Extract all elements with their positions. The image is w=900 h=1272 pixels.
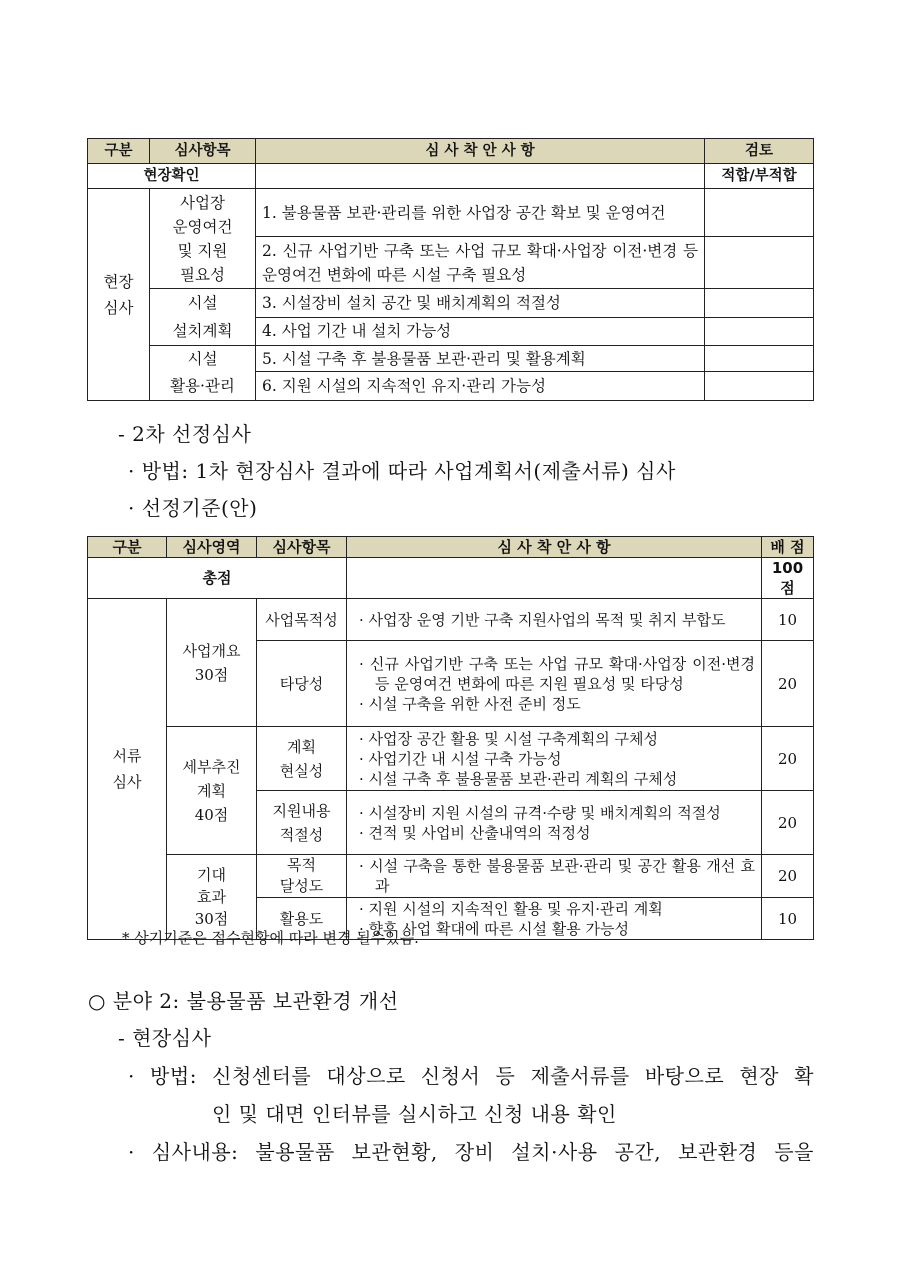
section2-sub: - 현장심사 [118, 1026, 212, 1050]
t2-score-1: 10 [762, 599, 814, 641]
t2-category: 서류 심사 [88, 599, 167, 940]
criteria-note: * 상기기준은 접수현황에 따라 변경 될수있음. [122, 929, 419, 947]
t1-review-2[interactable] [705, 237, 814, 289]
t2-point-3-3: · 시설 구축 후 불용물품 보관·관리 계획의 구체성 [353, 769, 755, 789]
t2-area-3: 기대 효과 30점 [167, 855, 257, 940]
t1-review-6[interactable] [705, 372, 814, 401]
t1-review-1[interactable] [705, 189, 814, 237]
section2-content: · 심사내용: 불용물품 보관현황, 장비 설치·사용 공간, 보관환경 등을 [128, 1140, 814, 1164]
t1-group-1: 사업장 운영여건 및 지원 필요성 [150, 189, 256, 289]
t2-score-4: 20 [762, 791, 814, 855]
t1-review-3[interactable] [705, 289, 814, 318]
t2-item-4: 지원내용 적절성 [257, 791, 347, 855]
t2-header-category: 구분 [88, 537, 167, 558]
t2-score-5: 20 [762, 855, 814, 898]
t1-item-4: 4. 사업 기간 내 설치 가능성 [256, 317, 705, 346]
t1-header-category: 구분 [88, 139, 150, 164]
t2-point-5-1: · 시설 구축을 통한 불용물품 보관·관리 및 공간 활용 개선 효과 [353, 856, 755, 896]
selection-criteria-heading: · 선정기준(안) [128, 496, 258, 520]
t2-points-5 [347, 855, 762, 898]
t2-point-6-1: · 지원 시설의 지속적인 활용 및 유지·관리 계획 [353, 899, 755, 919]
t1-group-2: 시설 설치계획 [150, 289, 256, 346]
section2-method-line1: · 방법: 신청센터를 대상으로 신청서 등 제출서류를 바탕으로 현장 확 [128, 1064, 814, 1088]
table-on-site-review [87, 138, 814, 401]
t1-header-item: 심사항목 [150, 139, 256, 164]
t2-points-3 [347, 727, 762, 791]
t1-subheader-review: 적합/부적합 [705, 164, 814, 189]
t2-header-area: 심사영역 [167, 537, 257, 558]
section2-title: ○ 분야 2: 불용물품 보관환경 개선 [88, 989, 399, 1013]
t2-points-1 [347, 599, 762, 641]
t2-total-score: 100점 [762, 558, 814, 599]
t1-review-5[interactable] [705, 346, 814, 372]
t2-score-6: 10 [762, 898, 814, 940]
t1-header-review: 검토 [705, 139, 814, 164]
t2-point-1-1: · 사업장 운영 기반 구축 지원사업의 목적 및 취지 부합도 [353, 610, 755, 630]
t2-area-2: 세부추진 계획 40점 [167, 727, 257, 855]
t1-item-3: 3. 시설장비 설치 공간 및 배치계획의 적절성 [256, 289, 705, 318]
t2-item-2: 타당성 [257, 641, 347, 727]
t2-point-6-2: · 향후 사업 확대에 따른 시설 활용 가능성 [353, 919, 755, 939]
table-document-review [87, 536, 814, 940]
t2-header-item: 심사항목 [257, 537, 347, 558]
t2-total-empty [347, 558, 762, 599]
t1-subheader-label: 현장확인 [88, 164, 256, 189]
t1-subheader-empty [256, 164, 705, 189]
t2-item-6: 활용도 [257, 898, 347, 940]
t2-score-2: 20 [762, 641, 814, 727]
t1-header-points: 심 사 착 안 사 항 [256, 139, 705, 164]
second-review-heading: - 2차 선정심사 [118, 422, 252, 446]
t2-point-4-2: · 견적 및 사업비 산출내역의 적정성 [353, 823, 755, 843]
t1-review-4[interactable] [705, 317, 814, 346]
t2-header-points: 심 사 착 안 사 항 [347, 537, 762, 558]
t2-points-4 [347, 791, 762, 855]
second-review-method: · 방법: 1차 현장심사 결과에 따라 사업계획서(제출서류) 심사 [128, 459, 676, 483]
t2-points-2 [347, 641, 762, 727]
t2-header-score: 배 점 [762, 537, 814, 558]
t2-item-3: 계획 현실성 [257, 727, 347, 791]
t2-score-3: 20 [762, 727, 814, 791]
t2-point-2-1: · 신규 사업기반 구축 또는 사업 규모 확대·사업장 이전·변경 등 운영여건 변화에 따른 지원 필요성 및 타당성 [353, 654, 755, 694]
t2-point-4-1: · 시설장비 지원 시설의 규격·수량 및 배치계획의 적절성 [353, 803, 755, 823]
t2-point-3-1: · 사업장 공간 활용 및 시설 구축계획의 구체성 [353, 729, 755, 749]
t1-item-2: 2. 신규 사업기반 구축 또는 사업 규모 확대·사업장 이전·변경 등 운영여건 변화에 따른 시설 구축 필요성 [256, 237, 705, 289]
t1-item-6: 6. 지원 시설의 지속적인 유지·관리 가능성 [256, 372, 705, 401]
t1-item-1: 1. 불용물품 보관·관리를 위한 사업장 공간 확보 및 운영여건 [256, 189, 705, 237]
t1-item-5: 5. 시설 구축 후 불용물품 보관·관리 및 활용계획 [256, 346, 705, 372]
t2-point-2-2: · 시설 구축을 위한 사전 준비 정도 [353, 694, 755, 714]
t2-area-1: 사업개요 30점 [167, 599, 257, 727]
t1-group-3: 시설 활용·관리 [150, 346, 256, 401]
t2-total-label: 총점 [88, 558, 347, 599]
t2-point-3-2: · 사업기간 내 시설 구축 가능성 [353, 749, 755, 769]
t2-item-5: 목적 달성도 [257, 855, 347, 898]
t1-category: 현장 심사 [88, 189, 150, 401]
t2-item-1: 사업목적성 [257, 599, 347, 641]
section2-method-line2: 인 및 대면 인터뷰를 실시하고 신청 내용 확인 [212, 1102, 617, 1126]
